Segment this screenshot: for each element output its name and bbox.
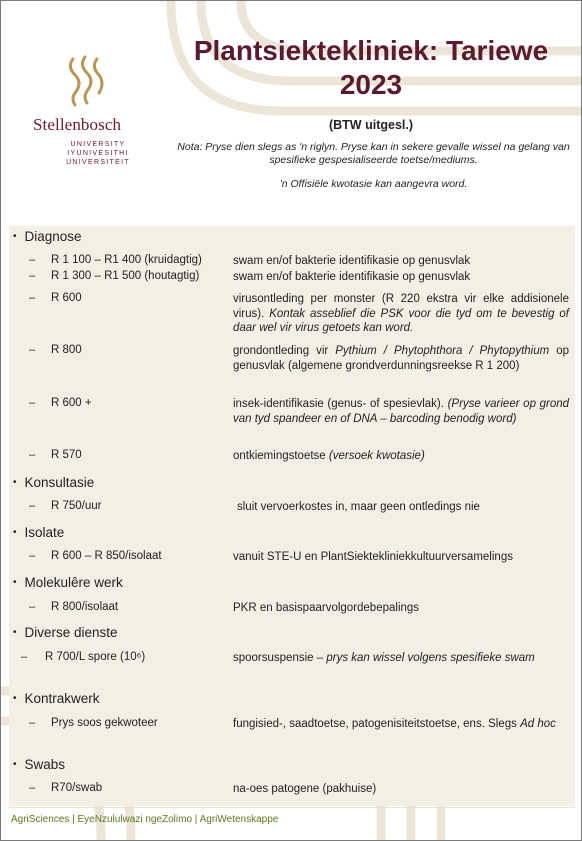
footer: AgriSciences | EyeNzululwazi ngeZolimo | AgriWetenskappe (11, 814, 279, 825)
dash: – (29, 270, 36, 282)
description (233, 397, 569, 426)
desc-part: grondontleding vir (233, 345, 329, 357)
section-molekulere-werk: • Molekulêre werk (13, 575, 123, 590)
price: R 1 100 – R1 400 (kruidagtig) (51, 254, 202, 266)
dash: – (21, 651, 28, 663)
desc-part: insek-identifikasie (genus- of spesievlak). (233, 398, 444, 410)
dash: – (29, 717, 36, 729)
section-title: Swabs (24, 757, 66, 772)
section-title: Diagnose (24, 229, 82, 244)
desc-italic: (versoek kwotasie) (328, 450, 425, 462)
dash: – (29, 344, 36, 356)
section-diagnose: • Diagnose (13, 229, 82, 244)
price: R 750/uur (51, 500, 102, 512)
dash: – (29, 397, 36, 409)
price: R 1 300 – R1 500 (houtagtig) (51, 270, 200, 282)
desc-italic: Pythium / Phytophthora / Phytopythium (335, 345, 550, 357)
vat-note: (BTW uitgesl.) (328, 118, 413, 132)
title-line-2: 2023 (339, 69, 403, 100)
desc-italic: prys kan wissel volgens spesifieke swam (326, 652, 535, 664)
footer-divider (9, 807, 575, 808)
title-line-1: Plantsiektekliniek: Tariewe (193, 35, 549, 66)
description: swam en/of bakterie identifikasie op genusvlak (233, 271, 471, 283)
desc-italic: Ad hoc (520, 718, 556, 730)
dash: – (29, 550, 36, 562)
section-diverse-dienste: • Diverse dienste (13, 625, 118, 640)
description (233, 717, 569, 732)
section-isolate: • Isolate (13, 525, 65, 540)
description: PKR en basispaarvolgordebepalings (233, 602, 420, 614)
section-title: Molekulêre werk (24, 575, 123, 590)
dash: – (29, 500, 36, 512)
dash: – (29, 601, 36, 613)
desc-part: fungisied-, saadtoetse, patogenisiteitstoetse, ens. Slegs (233, 718, 517, 730)
dash: – (29, 292, 36, 304)
price: Prys soos gekwoteer (51, 717, 158, 729)
section-title: Diverse dienste (24, 625, 118, 640)
price: R 600 + (51, 397, 92, 409)
logo-sub-universiteit: UNIVERSITEIT (66, 159, 130, 166)
header (1, 1, 581, 226)
desc-part: spoorsuspensie – (233, 652, 324, 664)
dash: – (29, 449, 36, 461)
description: vanuit STE-U en PlantSiektekliniekkultuurversamelings (233, 551, 513, 563)
description: sluit vervoerkostes in, maar geen ontledings nie (237, 501, 480, 513)
description: swam en/of bakterie identifikasie op genusvlak (233, 255, 471, 267)
description (233, 449, 569, 464)
description (233, 292, 569, 336)
logo-sub-university: UNIVERSITY (70, 141, 126, 148)
desc-part: ontkiemingstoetse (233, 450, 326, 462)
price: R 570 (51, 449, 82, 461)
price: R 600 – R 850/isolaat (51, 550, 162, 562)
desc-italic: (Pryse varieer op grond van tyd spandeer en of DNA – barcoding benodig word) (233, 398, 570, 425)
section-kontrakwerk: • Kontrakwerk (13, 691, 100, 706)
section-swabs: • Swabs (13, 757, 66, 772)
desc-part: op genusvlak (algemene grondverdunningsreekse R 1 200) (233, 345, 569, 372)
logo-brand: Stellenbosch (33, 115, 122, 134)
crest-icon (63, 53, 107, 111)
dash: – (29, 254, 36, 266)
dash: – (29, 782, 36, 794)
section-konsultasie: • Konsultasie (13, 475, 95, 490)
description (233, 344, 569, 373)
price: R 600 (51, 292, 82, 304)
desc-part: virusontleding per monster (R 220 ekstra vir elke addisionele virus). (233, 293, 569, 320)
section-title: Isolate (24, 525, 65, 540)
description (233, 651, 569, 666)
price: R 800/isolaat (51, 601, 119, 613)
desc-italic: Kontak asseblief die PSK voor die tyd om te bevestig of daar wel vir virus getoets kan word. (233, 307, 569, 334)
description: na-oes patogene (pakhuise) (233, 783, 377, 795)
price: R 800 (51, 344, 82, 356)
section-title: Kontrakwerk (24, 691, 100, 706)
price: R 700/L spore (10⁶) (45, 651, 146, 663)
price: R70/swab (51, 782, 103, 794)
price-note: Nota: Pryse dien slegs as 'n riglyn. Pryse kan in sekere gevalle wissel na gelang van spesifieke gespesialiseerde toetse/mediums. (177, 141, 570, 166)
logo-sub-iyunivesithi: IYUNIVESITHI (67, 150, 129, 157)
section-title: Konsultasie (24, 475, 95, 490)
quote-note: 'n Offisiële kwotasie kan aangevra word. (279, 178, 468, 190)
page-title (171, 34, 571, 102)
